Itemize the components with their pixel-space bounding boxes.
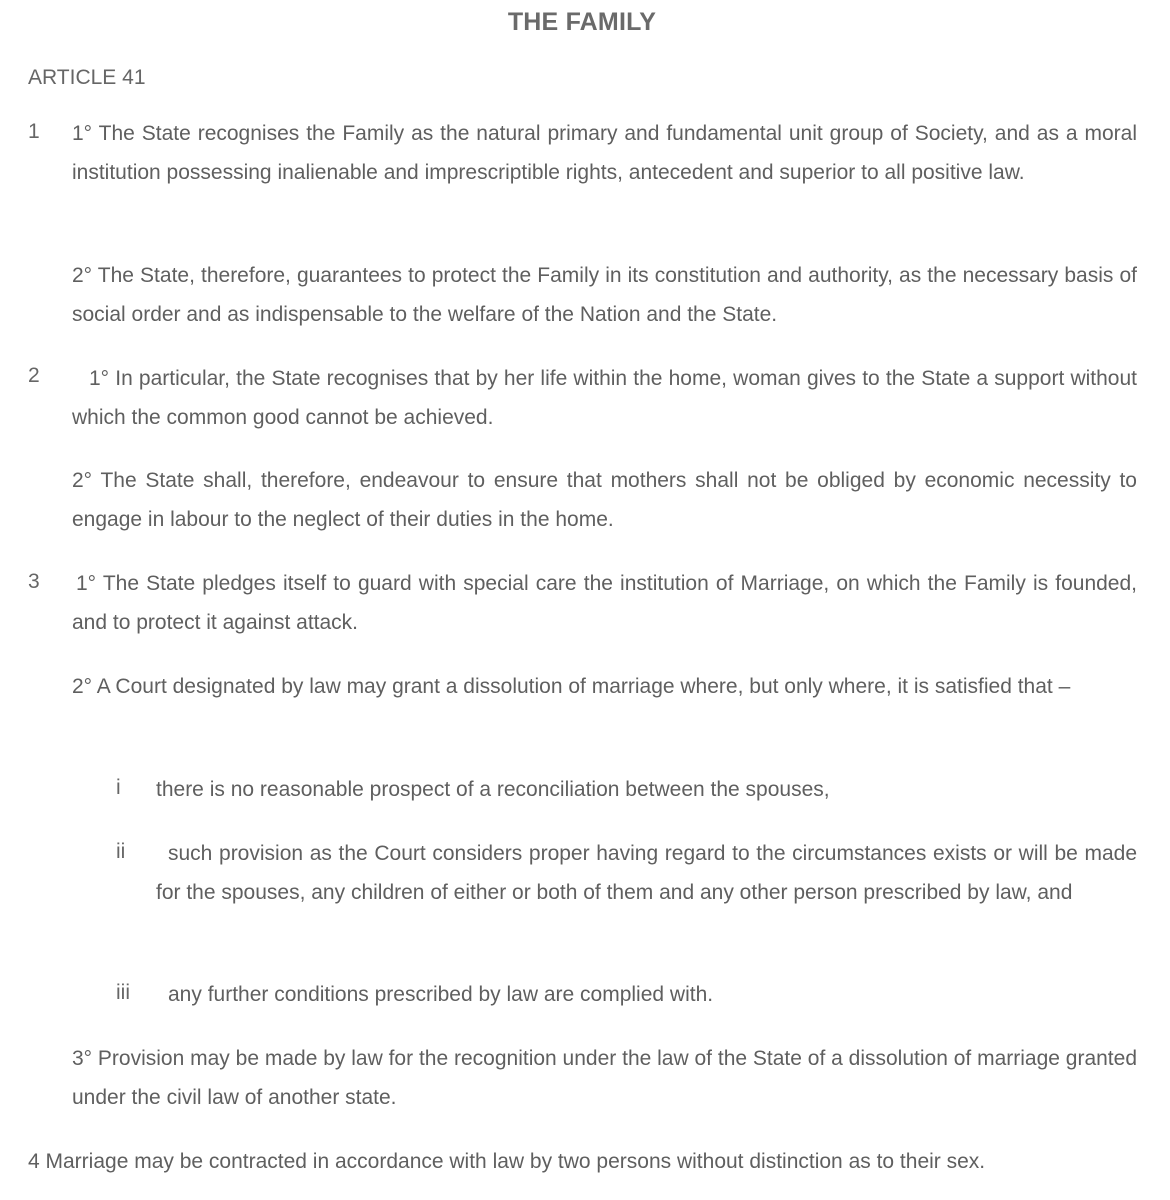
subitem-label-iii: iii: [116, 981, 130, 1004]
page-title: THE FAMILY: [507, 8, 657, 36]
subitem-text-ii: such provision as the Court considers proper having regard to the circumstances exists or will be made for the spouses, any children of either or both of them and any other person prescribed by law, and: [156, 842, 1137, 904]
subitem-text-iii: any further conditions prescribed by law are complied with.: [168, 983, 714, 1006]
section-2-paragraph-2: 2° The State shall, therefore, endeavour to ensure that mothers shall not be obliged by economic necessity to engage in labour to the neglect of their duties in the home.: [72, 469, 1137, 531]
section-number-1: 1: [28, 120, 40, 143]
subitem-label-ii: ii: [116, 840, 126, 863]
section-4-paragraph: 4 Marriage may be contracted in accordance with law by two persons without distinction as to their sex.: [28, 1150, 986, 1173]
section-3-paragraph-2: 2° A Court designated by law may grant a dissolution of marriage where, but only where, it is satisfied that –: [72, 675, 1071, 698]
section-3-paragraph-3: 3° Provision may be made by law for the recognition under the law of the State of a dissolution of marriage granted under the civil law of another state.: [72, 1047, 1137, 1109]
section-2-paragraph-1: 1° In particular, the State recognises that by her life within the home, woman gives to the State a support without which the common good cannot be achieved.: [72, 367, 1137, 429]
section-1-paragraph-2: 2° The State, therefore, guarantees to protect the Family in its constitution and authority, as the necessary basis of social order and as indispensable to the welfare of the Nation and the State.: [72, 264, 1137, 326]
section-1-paragraph-1: 1° The State recognises the Family as the natural primary and fundamental unit group of Society, and as a moral institution possessing inalienable and imprescriptible rights, antecedent and superior to all positive law.: [72, 122, 1137, 184]
section-number-2: 2: [28, 364, 40, 387]
subitem-text-i: there is no reasonable prospect of a reconciliation between the spouses,: [156, 778, 830, 801]
article-heading: ARTICLE 41: [28, 66, 146, 89]
subitem-label-i: i: [116, 776, 121, 799]
section-number-3: 3: [28, 570, 40, 593]
section-3-paragraph-1: 1° The State pledges itself to guard with special care the institution of Marriage, on which the Family is founded, and to protect it against attack.: [72, 572, 1137, 634]
